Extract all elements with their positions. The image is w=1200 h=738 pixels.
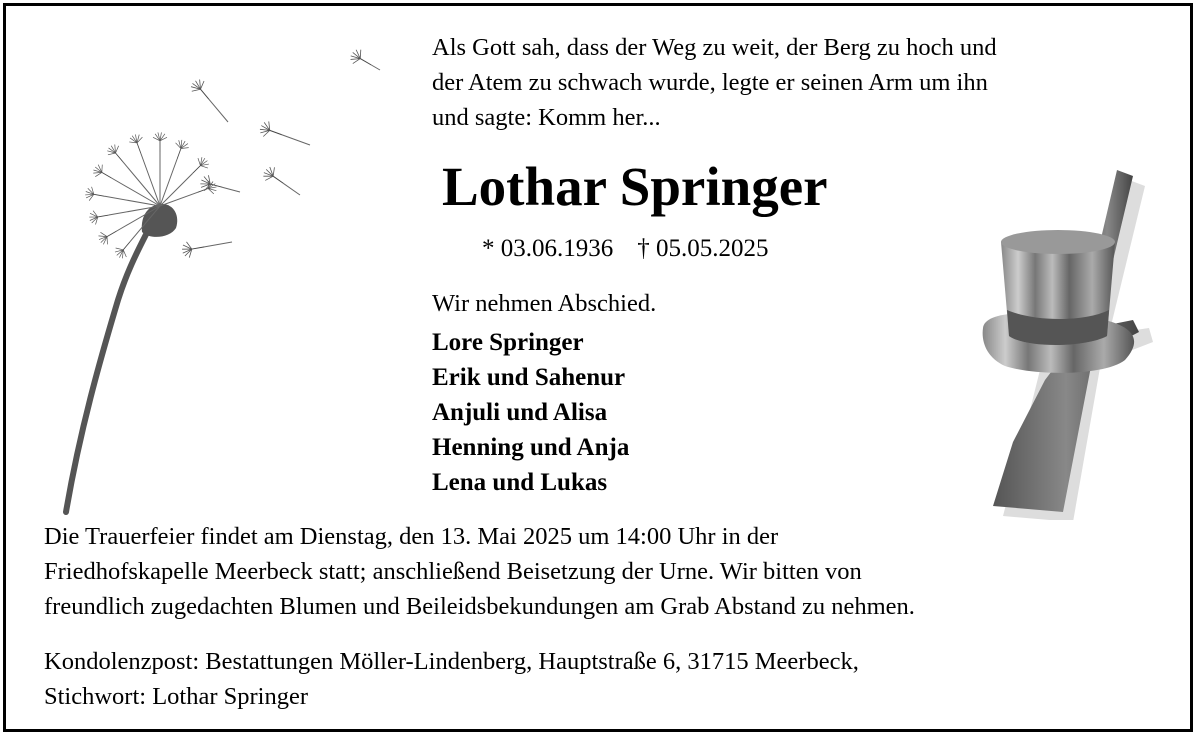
condolence-line: Kondolenzpost: Bestattungen Möller-Lindenberg, Hauptstraße 6, 31715 Meerbeck, — [44, 648, 859, 675]
condolence-line: Stichwort: Lothar Springer — [44, 683, 309, 710]
family-member: Anjuli und Alisa — [432, 399, 608, 426]
quote-line: Als Gott sah, dass der Weg zu weit, der Berg zu hoch und — [432, 34, 997, 61]
ceremony-info — [44, 519, 915, 624]
deceased-name: Lothar Springer — [442, 156, 828, 217]
memorial-quote — [432, 30, 997, 135]
life-dates — [482, 232, 769, 266]
family-member: Henning und Anja — [432, 434, 630, 461]
top-hat-and-rifle-icon — [975, 160, 1175, 520]
family-list — [432, 325, 629, 500]
family-member: Lena und Lukas — [432, 469, 608, 496]
family-member: Erik und Sahenur — [432, 364, 626, 391]
ceremony-line: Friedhofskapelle Meerbeck statt; anschließend Beisetzung der Urne. Wir bitten von — [44, 558, 862, 585]
ceremony-line: Die Trauerfeier findet am Dienstag, den 13. Mai 2025 um 14:00 Uhr in der — [44, 523, 779, 550]
ceremony-line: freundlich zugedachten Blumen und Beileidsbekundungen am Grab Abstand zu nehmen. — [44, 593, 915, 620]
quote-line: der Atem zu schwach wurde, legte er seinen Arm um ihn — [432, 69, 988, 96]
condolence-info — [44, 644, 859, 714]
death-date: † 05.05.2025 — [637, 235, 769, 262]
dandelion-icon — [0, 0, 430, 520]
family-member: Lore Springer — [432, 329, 584, 356]
farewell-text: Wir nehmen Abschied. — [432, 290, 657, 317]
birth-date: * 03.06.1936 — [482, 235, 614, 262]
quote-line: und sagte: Komm her... — [432, 104, 661, 131]
